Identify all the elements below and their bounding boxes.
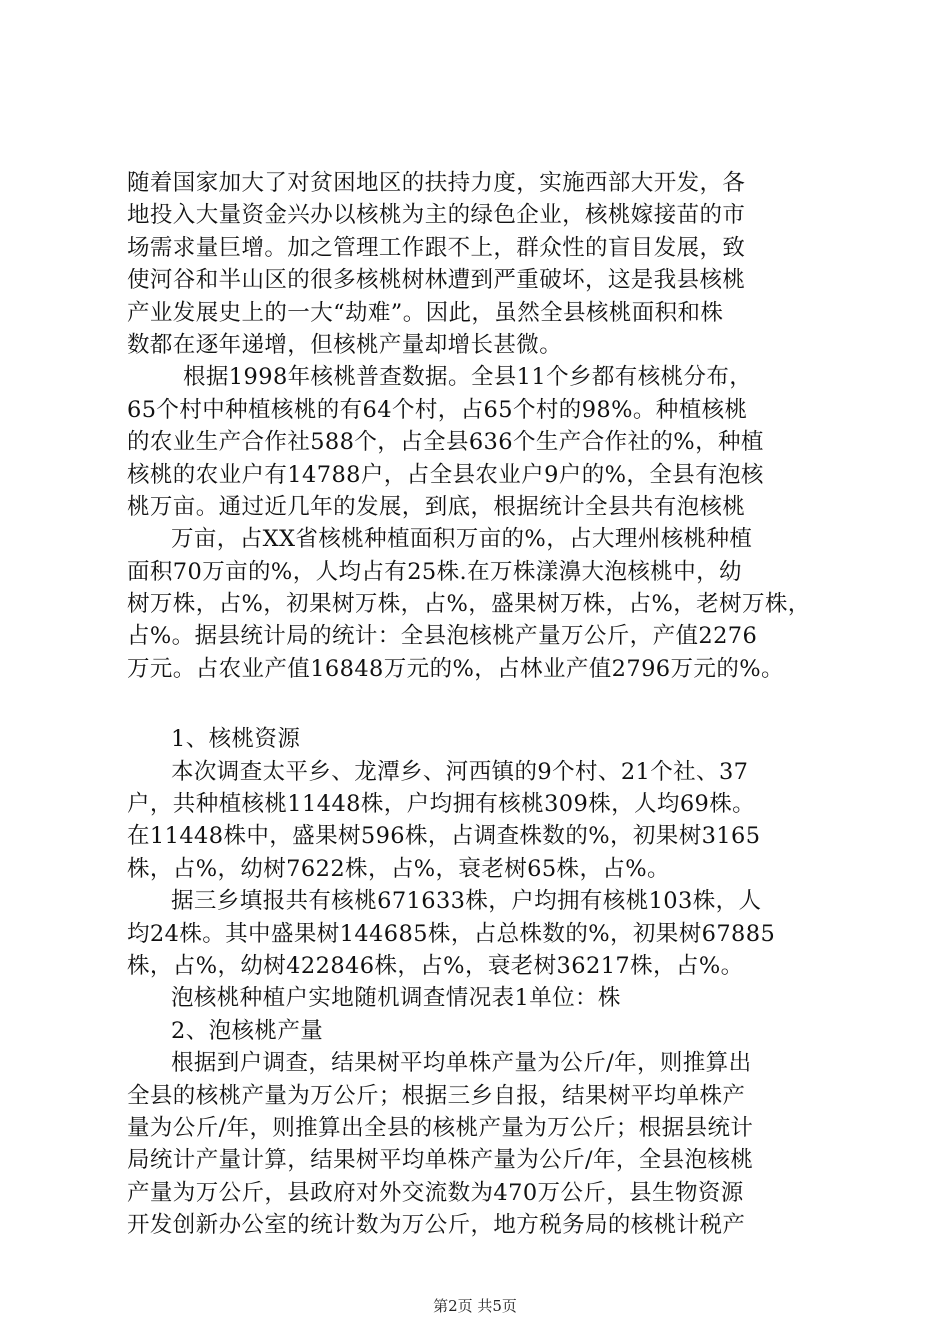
paragraph-spacer xyxy=(127,685,847,723)
text-line: 局统计产量计算，结果树平均单株产量为公斤/年，全县泡核桃 xyxy=(127,1147,754,1174)
text-line: 全县的核桃产量为万公斤；根据三乡自报，结果树平均单株产 xyxy=(127,1082,746,1109)
text-line: 据三乡填报共有核桃671633株，户均拥有核桃103株，人 xyxy=(171,888,762,915)
text-line: 根据1998年核桃普查数据。全县11个乡都有核桃分布， xyxy=(183,364,753,391)
text-line: 开发创新办公室的统计数为万公斤，地方税务局的核桃计税产 xyxy=(127,1212,746,1239)
paragraph-2 xyxy=(127,361,847,523)
text-line: 根据到户调查，结果树平均单株产量为公斤/年，则推算出 xyxy=(171,1050,752,1077)
text-line: 株，占%，幼树7622株，占%，衰老树65株，占%。 xyxy=(127,855,670,882)
text-line: 本次调查太平乡、龙潭乡、河西镇的9个村、21个社、37 xyxy=(171,758,749,785)
paragraph-4 xyxy=(127,756,847,886)
section-heading-2: 2、泡核桃产量 xyxy=(171,1017,324,1044)
text-line: 产量为万公斤，县政府对外交流数为470万公斤，县生物资源 xyxy=(127,1179,744,1206)
section-heading-1: 1、核桃资源 xyxy=(171,726,301,753)
text-line: 产业发展史上的一大“劫难”。因此，虽然全县核桃面积和株 xyxy=(127,299,724,326)
text-line: 万亩，占XX省核桃种植面积万亩的%，占大理州核桃种植 xyxy=(171,526,753,553)
text-line: 均24株。其中盛果树144685株，占总株数的%，初果树67885 xyxy=(127,920,776,947)
paragraph-3 xyxy=(127,523,847,685)
paragraph-5 xyxy=(127,885,847,982)
text-line: 树万株，占%，初果树万株，占%，盛果树万株，占%，老树万株， xyxy=(127,591,811,618)
document-body xyxy=(127,167,847,1242)
text-line: 占%。据县统计局的统计：全县泡核桃产量万公斤，产值2276 xyxy=(127,623,758,650)
text-line: 桃万亩。通过近几年的发展，到底，根据统计全县共有泡核桃 xyxy=(127,493,746,520)
text-line: 在11448株中，盛果树596株，占调查株数的%，初果树3165 xyxy=(127,823,761,850)
text-line: 核桃的农业户有14788户，占全县农业户9户的%，全县有泡核 xyxy=(127,461,764,488)
text-line: 65个村中种植核桃的有64个村，占65个村的98%。种植核桃 xyxy=(127,396,748,423)
text-line: 数都在逐年递增，但核桃产量却增长甚微。 xyxy=(127,331,563,358)
text-line: 量为公斤/年，则推算出全县的核桃产量为万公斤；根据县统计 xyxy=(127,1114,754,1141)
text-line: 场需求量巨增。加之管理工作跟不上，群众性的盲目发展，致 xyxy=(127,234,746,261)
text-line: 随着国家加大了对贫困地区的扶持力度，实施西部大开发，各 xyxy=(127,170,746,196)
page-number-footer: 第2页 共5页 xyxy=(433,1297,517,1315)
text-line: 株，占%，幼树422846株，占%，衰老树36217株，占%。 xyxy=(127,952,744,979)
text-line: 户，共种植核桃11448株，户均拥有核桃309株，人均69株。 xyxy=(127,791,756,818)
paragraph-1 xyxy=(127,167,847,361)
text-line: 万元。占农业产值16848万元的%，占林业产值2796万元的%。 xyxy=(127,655,784,682)
text-line: 面积70万亩的%，人均占有25株.在万株漾濞大泡核桃中，幼 xyxy=(127,558,742,585)
text-line: 使河谷和半山区的很多核桃树林遭到严重破坏，这是我县核桃 xyxy=(127,267,746,294)
text-line: 地投入大量资金兴办以核桃为主的绿色企业，核桃嫁接苗的市 xyxy=(127,202,746,229)
paragraph-6 xyxy=(127,1047,847,1241)
table-caption: 泡核桃种植户实地随机调查情况表1单位：株 xyxy=(171,985,621,1012)
text-line: 的农业生产合作社588个，占全县636个生产合作社的%，种植 xyxy=(127,429,764,456)
